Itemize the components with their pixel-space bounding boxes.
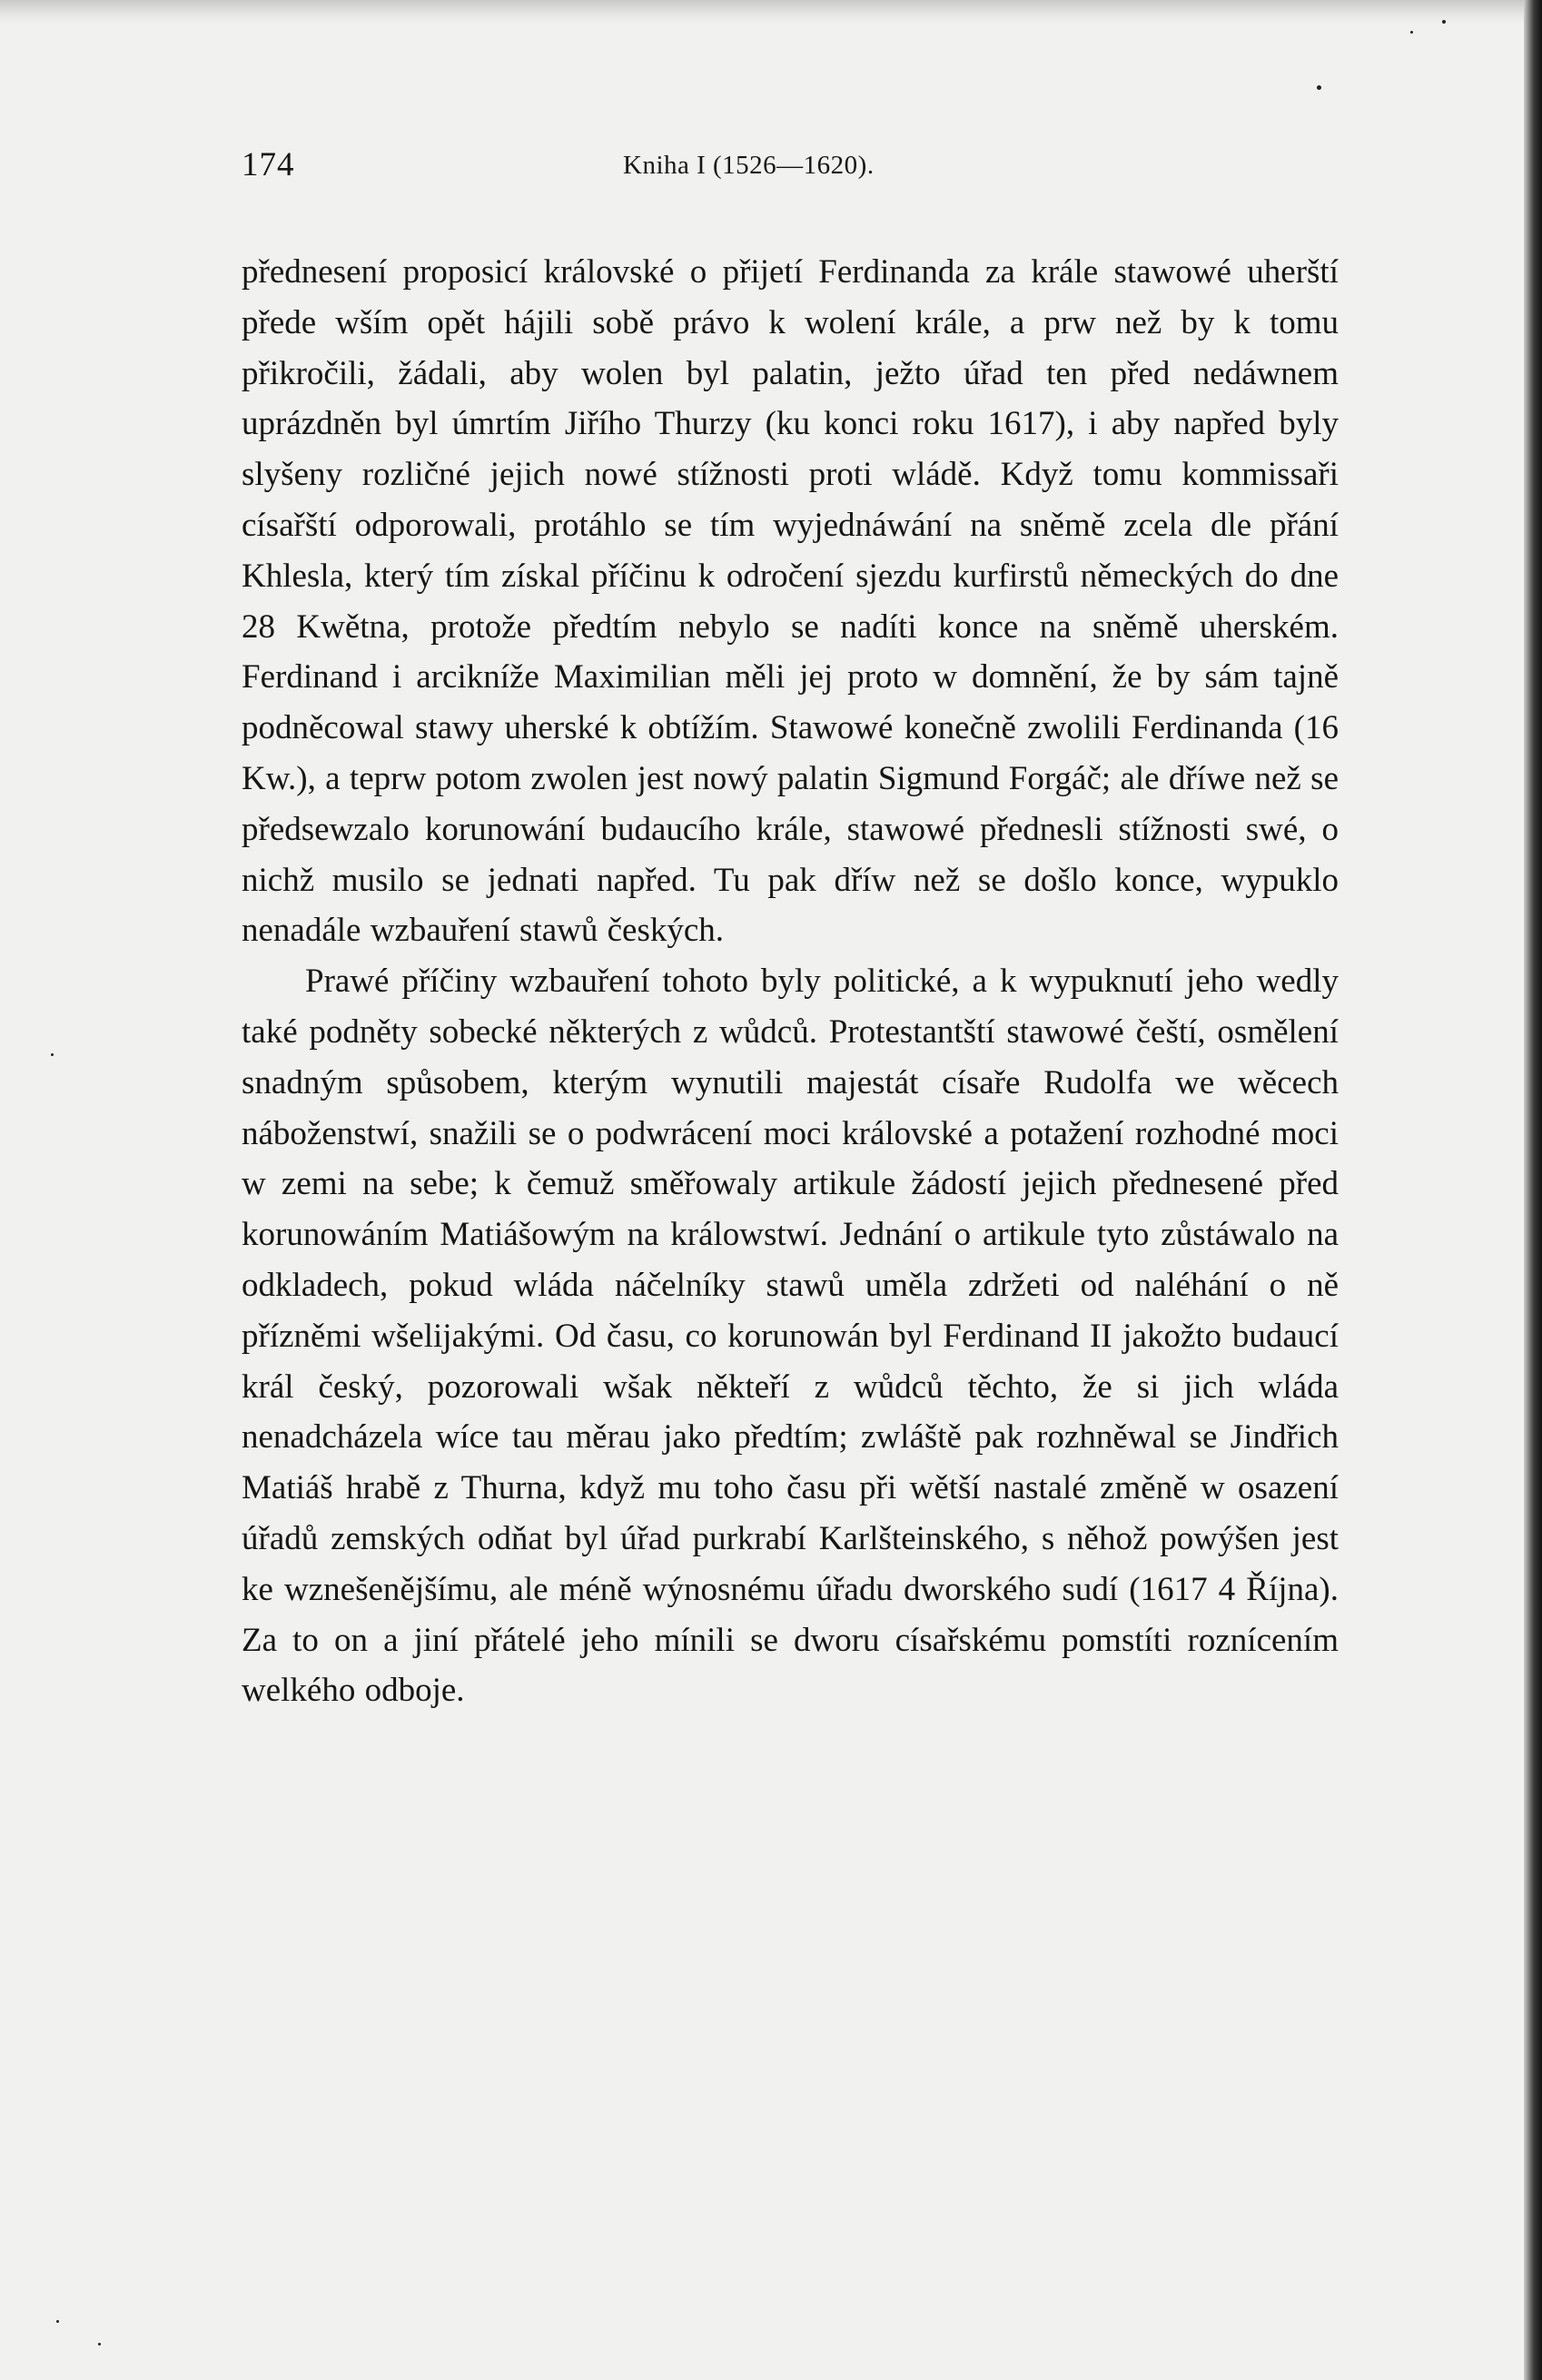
paragraph: Prawé příčiny wzbauření tohoto byly politické, a k wypuknutí jeho wedly také podněty sobecké některých z wůdců. Protestantští stawowé čeští, osmělení snadným spůsobem, kterým wynutili majestát císaře Rudolfa we wěcech náboženstwí, snažili se o podwrácení moci královské a potažení rozhodné moci w zemi na sebe; k čemuž směřowaly artikule žádostí jejich přednesené před korunowáním Matiášowým na králowstwí. Jednání o artikule tyto zůstáwalo na odkladech, pokud wláda náčelníky stawů uměla zdržeti od naléhání o ně přízněmi wšelijakými. Od času, co korunowán byl Ferdinand II jakožto budaucí král český, pozorowali wšak někteří z wůdců těchto, že si jich wláda nenadcházela wíce tau měrau jako předtím; zwláště pak rozhněwal se Jindřich Matiáš hrabě z Thurna, když mu toho času při wětší nastalé změně w osazení úřadů zemských odňat byl úřad purkrabí Karlšteinského, s něhož powýšen jest ke wznešenějšímu, ale méně wýnosnému úřadu dworského sudí (1617 4 Října). Za to on a jiní přátelé jeho mínili se dworu císařskému pomstíti roznícením welkého odboje. bbox=[242, 963, 1339, 1710]
book-page bbox=[242, 145, 1339, 1716]
scan-speck bbox=[56, 2320, 59, 2323]
scan-speck bbox=[1442, 20, 1446, 24]
scan-shadow-top bbox=[0, 0, 1542, 24]
book-title: Kniha I (1526—1620). bbox=[623, 151, 875, 180]
running-head bbox=[242, 145, 1339, 200]
paragraph-continued: přednesení proposicí královské o přijetí Ferdinanda za krále stawowé uherští přede wším opět hájili sobě právo k wolení krále, a prw než by k tomu přikročili, žádali, aby wolen byl palatin, ježto úřad ten před nedáwnem uprázdněn byl úmrtím Jiřího Thurzy (ku konci roku 1617), i aby napřed byly slyšeny rozličné jejich nowé stížnosti proti wládě. Když tomu kommissaři císařští odporowali, protáhlo se tím wyjednáwání na sněmě zcela dle přání Khlesla, který tím získal příčinu k odročení sjezdu kurfirstů německých do dne 28 Kwětna, protože předtím nebylo se nadíti konce na sněmě uherském. Ferdinand i arcikníže Maximilian měli jej proto w domnění, že by sám tajně podněcowal stawy uherské k obtížím. Stawowé konečně zwolili Ferdinanda (16 Kw.), a teprw potom zwolen jest nowý palatin Sigmund Forgáč; ale dříwe než se předsewzalo korunowání budaucího krále, stawowé přednesli stížnosti swé, o nichž musilo se jednati napřed. Tu pak dříw než se došlo konce, wypuklo nenadále wzbauření stawů českých. bbox=[242, 253, 1339, 950]
scan-speck bbox=[1410, 31, 1413, 34]
scan-speck bbox=[51, 1053, 54, 1056]
scan-speck bbox=[1317, 85, 1321, 90]
scan-speck bbox=[98, 2343, 101, 2345]
page-number: 174 bbox=[242, 146, 295, 183]
scan-shadow-right bbox=[1524, 0, 1542, 2380]
